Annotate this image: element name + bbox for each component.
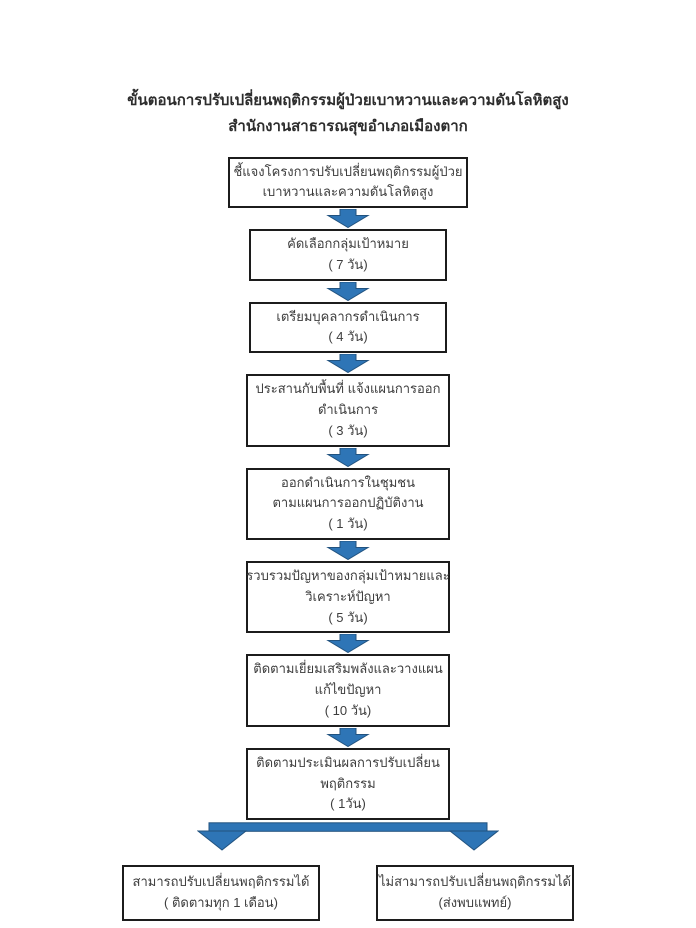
flow-step-8-text: ติดตามประเมินผลการปรับเปลี่ยน xyxy=(256,754,440,770)
flow-step-8 xyxy=(246,748,450,820)
flow-step-5 xyxy=(246,468,450,540)
flow-step-7 xyxy=(246,654,450,726)
flow-step-4-duration: ( 3 วัน) xyxy=(328,422,368,438)
flow-step-1 xyxy=(228,157,468,209)
flow-step-8-duration: ( 1วัน) xyxy=(330,796,366,812)
split-arrow-icon xyxy=(197,822,499,852)
down-arrow-icon xyxy=(326,541,370,560)
flow-step-2-text: คัดเลือกกลุ่มเป้าหมาย xyxy=(287,236,409,252)
flow-step-4-text: ประสานกับพื้นที่ แจ้งแผนการออก xyxy=(255,381,441,397)
outcome-box-fail xyxy=(376,865,574,921)
flow-step-3-duration: ( 4 วัน) xyxy=(328,329,368,345)
flow-step-1-text: ชี้แจงโครงการปรับเปลี่ยนพฤติกรรมผู้ป่วย xyxy=(233,163,463,179)
flow-step-6-text: วิเคราะห์ปัญหา xyxy=(305,588,391,604)
flow-step-7-duration: ( 10 วัน) xyxy=(324,703,372,719)
down-arrow-icon xyxy=(326,728,370,747)
flow-step-5-text: ตามแผนการออกปฏิบัติงาน xyxy=(272,495,424,511)
page-title-line1: ขั้นตอนการปรับเปลี่ยนพฤติกรรมผู้ป่วยเบาหวานและความดันโลหิตสูง xyxy=(127,92,569,109)
down-arrow-icon xyxy=(326,282,370,301)
flow-step-8-text: พฤติกรรม xyxy=(320,775,376,791)
flow-step-6-duration: ( 5 วัน) xyxy=(328,609,368,625)
outcome-success-followup: ( ติดตามทุก 1 เดือน) xyxy=(164,895,278,911)
flow-step-5-duration: ( 1 วัน) xyxy=(328,516,368,532)
flow-step-6-text: รวบรวมปัญหาของกลุ่มเป้าหมายและ xyxy=(246,568,450,584)
flow-step-4 xyxy=(246,374,450,446)
flow-step-2-duration: ( 7 วัน) xyxy=(328,256,368,272)
flow-step-3-text: เตรียมบุคลากรดำเนินการ xyxy=(276,308,420,324)
down-arrow-icon xyxy=(326,209,370,228)
outcome-fail-referral: (ส่งพบแพทย์) xyxy=(438,895,512,911)
flow-step-4-text: ดำเนินการ xyxy=(317,402,379,418)
down-arrow-icon xyxy=(326,448,370,467)
page-title xyxy=(127,88,568,141)
page-title-line2: สำนักงานสาธารณสุขอำเภอเมืองตาก xyxy=(228,118,468,136)
outcome-success-text: สามารถปรับเปลี่ยนพฤติกรรมได้ xyxy=(132,874,310,890)
down-arrow-icon xyxy=(326,354,370,373)
flow-step-7-text: แก้ไขปัญหา xyxy=(314,682,382,698)
flow-step-6 xyxy=(246,561,450,633)
flow-step-1-text: เบาหวานและความดันโลหิตสูง xyxy=(262,184,434,200)
outcomes-row xyxy=(122,865,574,921)
outcome-fail-text: ไม่สามารถปรับเปลี่ยนพฤติกรรมได้ xyxy=(379,874,571,890)
flow-step-7-text: ติดตามเยี่ยมเสริมพลังและวางแผน xyxy=(253,661,443,677)
flow-step-3 xyxy=(249,302,447,354)
flow-step-2 xyxy=(249,229,447,281)
flow-step-5-text: ออกดำเนินการในชุมชน xyxy=(281,474,415,490)
outcome-box-success xyxy=(122,865,320,921)
down-arrow-icon xyxy=(326,634,370,653)
